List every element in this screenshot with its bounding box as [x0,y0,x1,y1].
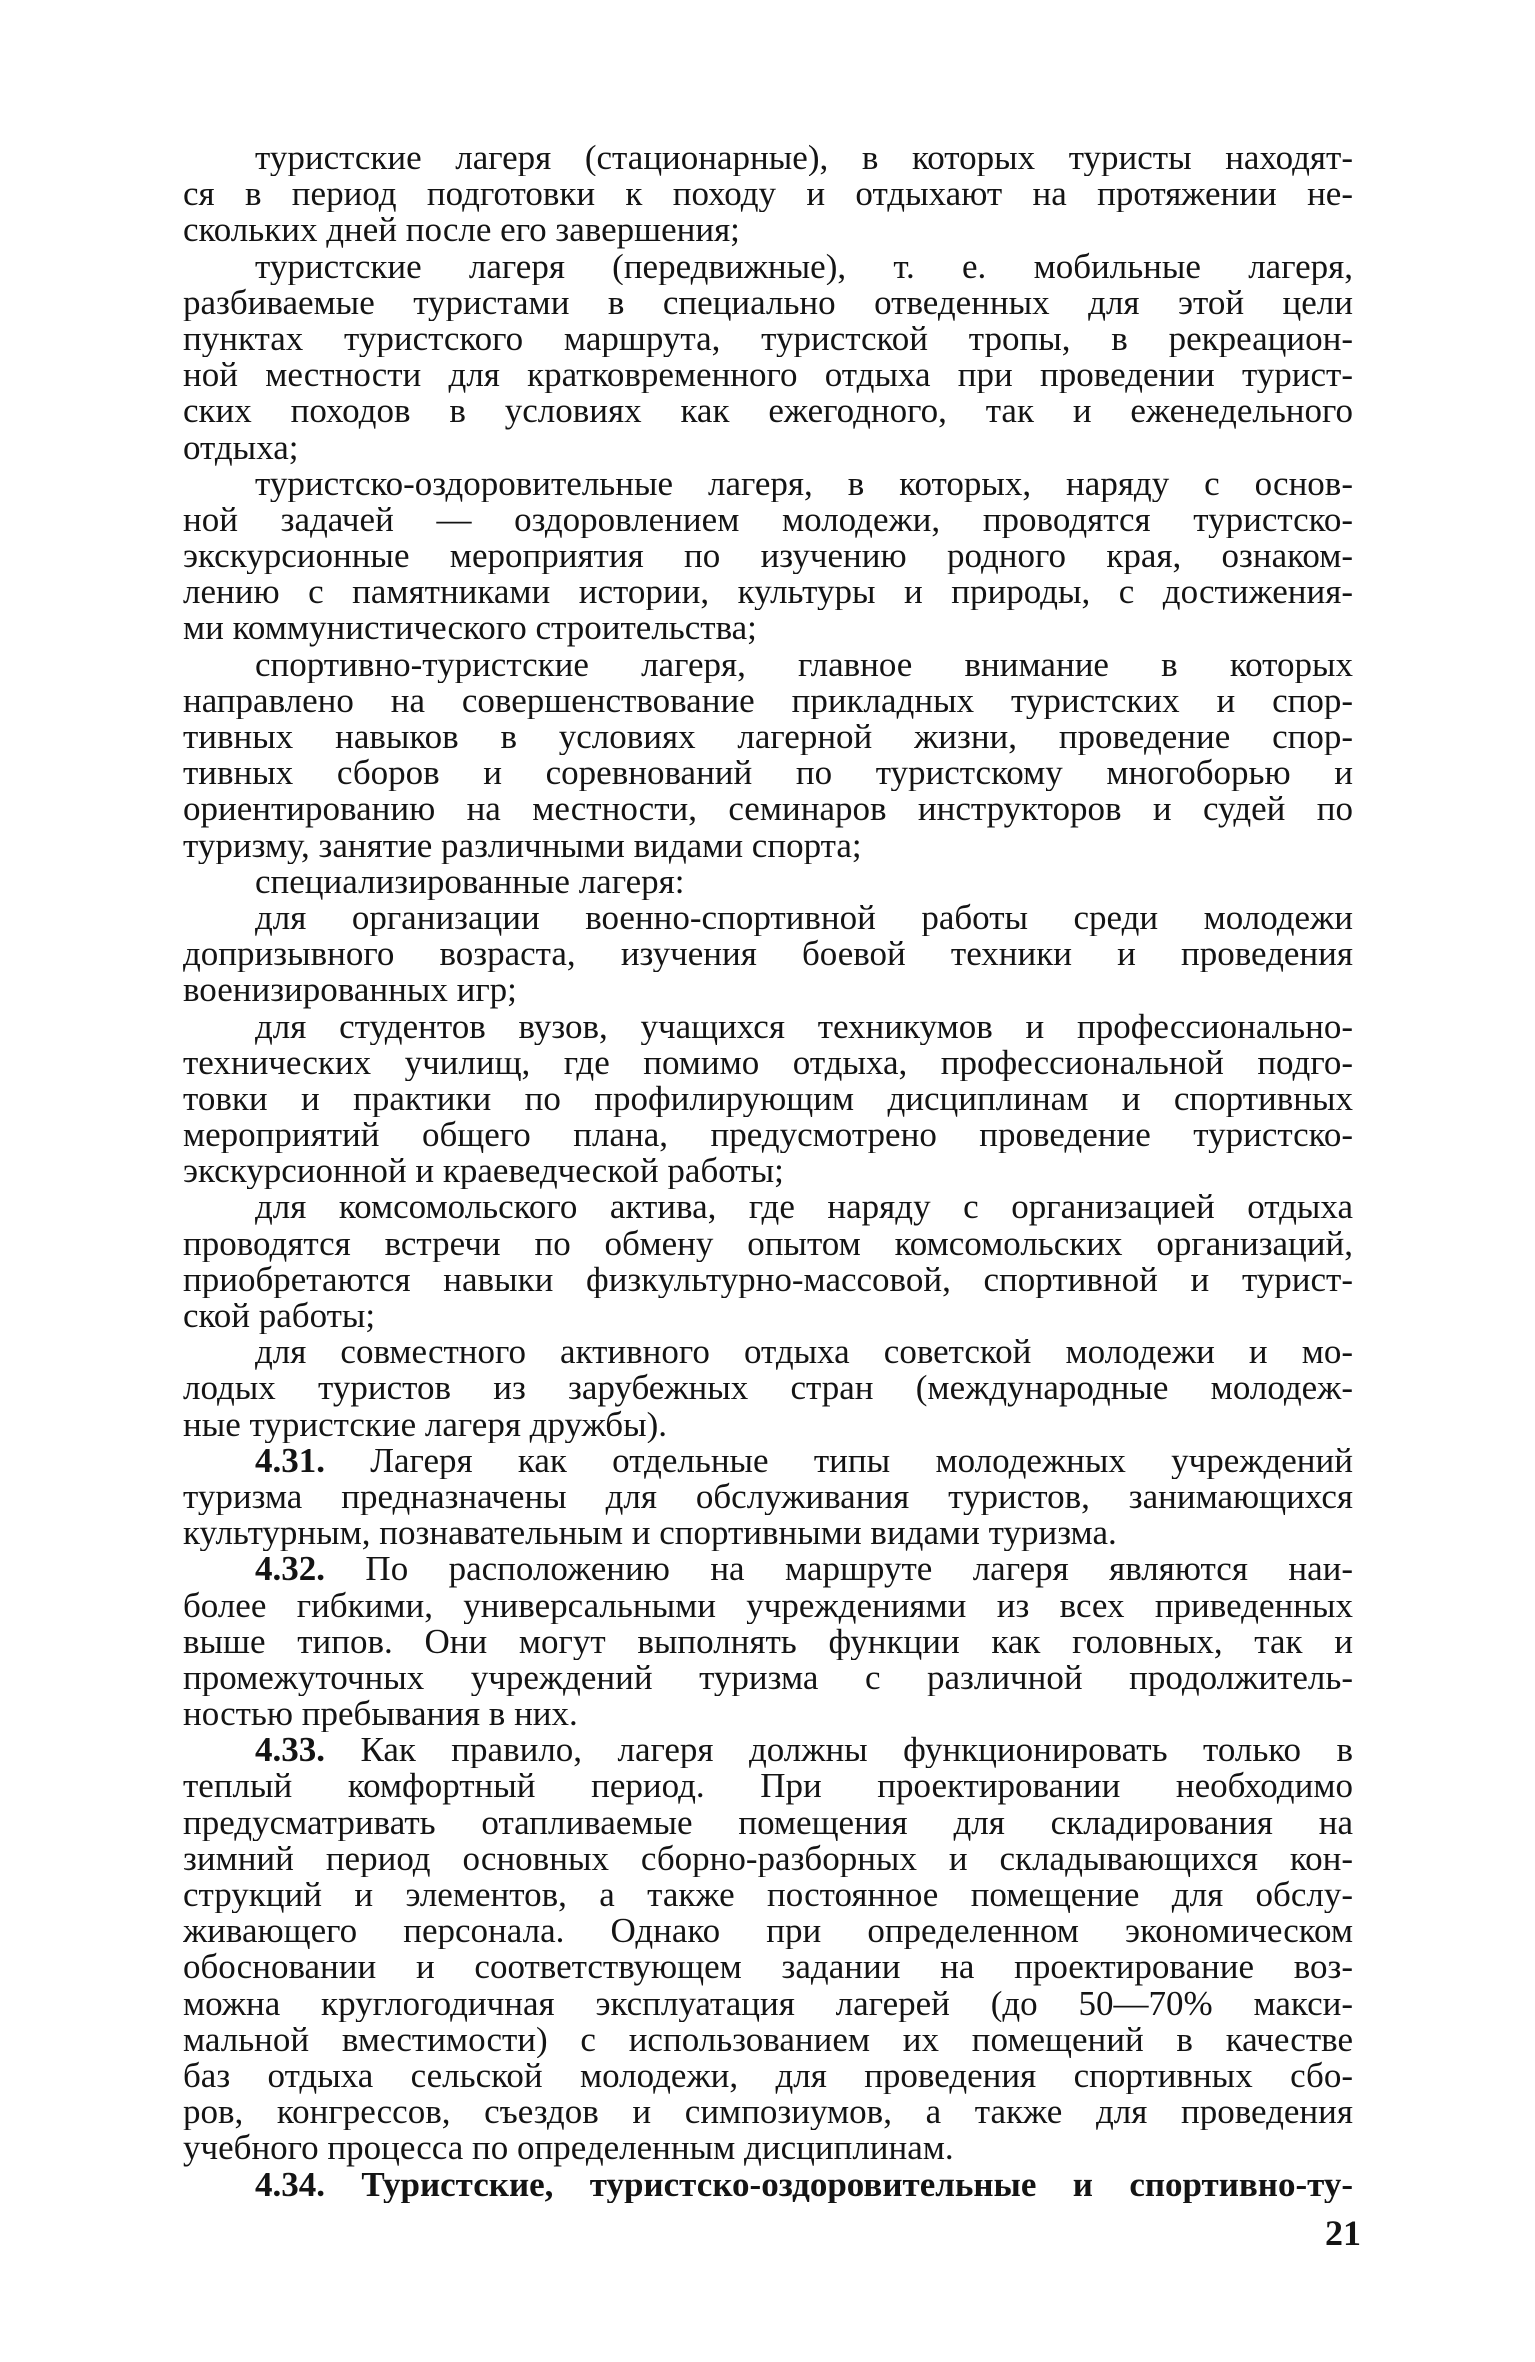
text-line [183,1515,1353,1551]
line-text: струкций и элементов, а также постоянное помещение для обслу- [183,1877,1353,1914]
text-line [183,1877,1353,1913]
text-line [183,1153,1353,1189]
text-line [183,610,1353,646]
line-text: туристские лагеря (стационарные), в которых туристы находят- [255,140,1353,177]
text-line [183,1768,1353,1804]
line-text: тивных сборов и соревнований по туристскому многоборью и [183,755,1353,792]
line-text: ской работы; [183,1298,376,1335]
line-text: экскурсионной и краеведческой работы; [183,1153,784,1190]
line-text: допризывного возраста, изучения боевой техники и проведения [183,936,1353,973]
clause-number: 4.31. [255,1442,325,1479]
text-line [183,1443,1353,1479]
line-text: туристско-оздоровительные лагеря, в которых, наряду с основ- [255,465,1353,502]
text-line [183,2130,1353,2166]
line-text: обосновании и соответствующем задании на проектирование воз- [183,1949,1353,1986]
line-text: Туристские, туристско-оздоровительные и спортивно-ту- [325,2166,1353,2203]
text-line [183,1732,1353,1768]
text-line [183,538,1353,574]
line-text: спортивно-туристские лагеря, главное внимание в которых [255,646,1353,683]
line-text: экскурсионные мероприятия по изучению родного края, ознаком- [183,538,1353,575]
text-line [183,393,1353,429]
text-line [183,1117,1353,1153]
text-line [183,1189,1353,1225]
line-text: разбиваемые туристами в специально отведенных для этой цели [183,284,1353,321]
line-text: для организации военно-спортивной работы среди молодежи [255,899,1353,937]
text-line [183,1226,1353,1262]
line-text: ских походов в условиях как ежегодного, так и еженедельного [183,393,1353,430]
line-text: живающего персонала. Однако при определенном экономическом [183,1913,1353,1950]
line-text: предусматривать отапливаемые помещения для складирования на [183,1804,1353,1841]
line-text: Лагеря как отдельные типы молодежных учреждений [325,1442,1353,1479]
line-text: По расположению на маршруте лагеря являются наи- [325,1551,1353,1588]
text-line [183,828,1353,864]
text-line [183,1407,1353,1443]
text-line [183,719,1353,755]
line-text: тивных навыков в условиях лагерной жизни, проведение спор- [183,719,1353,756]
line-text: учебного процесса по определенным дисциплинам. [183,2130,954,2167]
text-line [183,430,1353,466]
text-line [183,249,1353,285]
line-text: для комсомольского актива, где наряду с организацией отдыха [255,1189,1353,1226]
text-line [183,864,1353,900]
line-text: ми коммунистического строительства; [183,610,757,647]
text-line [183,466,1353,502]
line-text: лодых туристов из зарубежных стран (международные молодеж- [183,1370,1353,1407]
text-line [183,1298,1353,1334]
text-line [183,285,1353,321]
text-line [183,1479,1353,1515]
text-line [183,1696,1353,1732]
text-line [183,176,1353,212]
text-line [183,357,1353,393]
text-line [183,1262,1353,1298]
text-line [183,647,1353,683]
clause-number: 4.33. [255,1732,325,1769]
text-line [183,1624,1353,1660]
text-line [183,1913,1353,1949]
text-line [183,1370,1353,1406]
line-text: специализированные лагеря: [255,863,685,900]
line-text: теплый комфортный период. При проектировании необходимо [183,1768,1353,1805]
line-text: Как правило, лагеря должны функционировать только в [325,1732,1353,1769]
text-line [183,936,1353,972]
text-line [183,1551,1353,1587]
line-text: выше типов. Они могут выполнять функции как головных, так и [183,1623,1353,1660]
text-line [183,1045,1353,1081]
clause-number: 4.32. [255,1551,325,1588]
text-line [183,1009,1353,1045]
line-text: приобретаются навыки физкультурно-массовой, спортивной и турист- [183,1261,1353,1298]
line-text: мероприятий общего плана, предусмотрено проведение туристско- [183,1117,1353,1154]
text-line [183,140,1353,176]
line-text: отдыха; [183,429,299,466]
line-text: ной местности для кратковременного отдыха при проведении турист- [183,357,1353,394]
text-line [183,1588,1353,1624]
line-text: можна круглогодичная эксплуатация лагерей (до 50—70% макси- [183,1985,1353,2022]
text-line [183,900,1353,936]
text-line [183,1334,1353,1370]
line-text: ся в период подготовки к походу и отдыхают на протяжении не- [183,176,1353,213]
line-text: товки и практики по профилирующим дисциплинам и спортивных [183,1080,1353,1118]
line-text: мальной вместимости) с использованием их помещений в качестве [183,2021,1353,2058]
line-text: культурным, познавательным и спортивными видами туризма. [183,1515,1117,1552]
line-text: ные туристские лагеря дружбы). [183,1406,668,1443]
text-line [183,574,1353,610]
page-number: 21 [1325,2213,1361,2253]
text-line [183,321,1353,357]
text-line [183,1841,1353,1877]
text-line [183,972,1353,1008]
line-text: зимний период основных сборно-разборных и складывающихся кон- [183,1840,1353,1877]
line-text: баз отдыха сельской молодежи, для проведения спортивных сбо- [183,2057,1353,2095]
text-line [183,1949,1353,1985]
text-line [183,1081,1353,1117]
line-text: ров, конгрессов, съездов и симпозиумов, а также для проведения [183,2094,1353,2131]
line-text: туристские лагеря (передвижные), т. е. мобильные лагеря, [255,248,1353,285]
line-text: лению с памятниками истории, культуры и природы, с достижения- [183,574,1353,611]
line-text: проводятся встречи по обмену опытом комсомольских организаций, [183,1225,1353,1262]
line-text: промежуточных учреждений туризма с различной продолжитель- [183,1659,1353,1697]
text-line [183,1660,1353,1696]
line-text: ностью пребывания в них. [183,1696,578,1733]
line-text: более гибкими, универсальными учреждениями из всех приведенных [183,1587,1353,1624]
text-line [183,2094,1353,2130]
clause-number: 4.34. [255,2166,325,2203]
text-line [183,2167,1353,2203]
text-line [183,755,1353,791]
line-text: ориентированию на местности, семинаров инструкторов и судей по [183,791,1353,828]
text-line [183,1805,1353,1841]
text-line [183,2022,1353,2058]
line-text: технических училищ, где помимо отдыха, профессиональной подго- [183,1044,1353,1081]
line-text: скольких дней после его завершения; [183,212,740,249]
line-text: военизированных игр; [183,972,517,1009]
line-text: направлено на совершенствование прикладных туристских и спор- [183,682,1353,719]
text-line [183,683,1353,719]
page-text [183,140,1353,2203]
line-text: для студентов вузов, учащихся техникумов и профессионально- [255,1008,1353,1045]
line-text: туризму, занятие различными видами спорта; [183,827,862,864]
line-text: туризма предназначены для обслуживания туристов, занимающихся [183,1478,1353,1516]
line-text: пунктах туристского маршрута, туристской тропы, в рекреацион- [183,320,1353,358]
line-text: ной задачей — оздоровлением молодежи, проводятся туристско- [183,501,1353,539]
text-line [183,791,1353,827]
text-line [183,212,1353,248]
text-line [183,1986,1353,2022]
text-line [183,502,1353,538]
text-line [183,2058,1353,2094]
line-text: для совместного активного отдыха советской молодежи и мо- [255,1334,1353,1371]
